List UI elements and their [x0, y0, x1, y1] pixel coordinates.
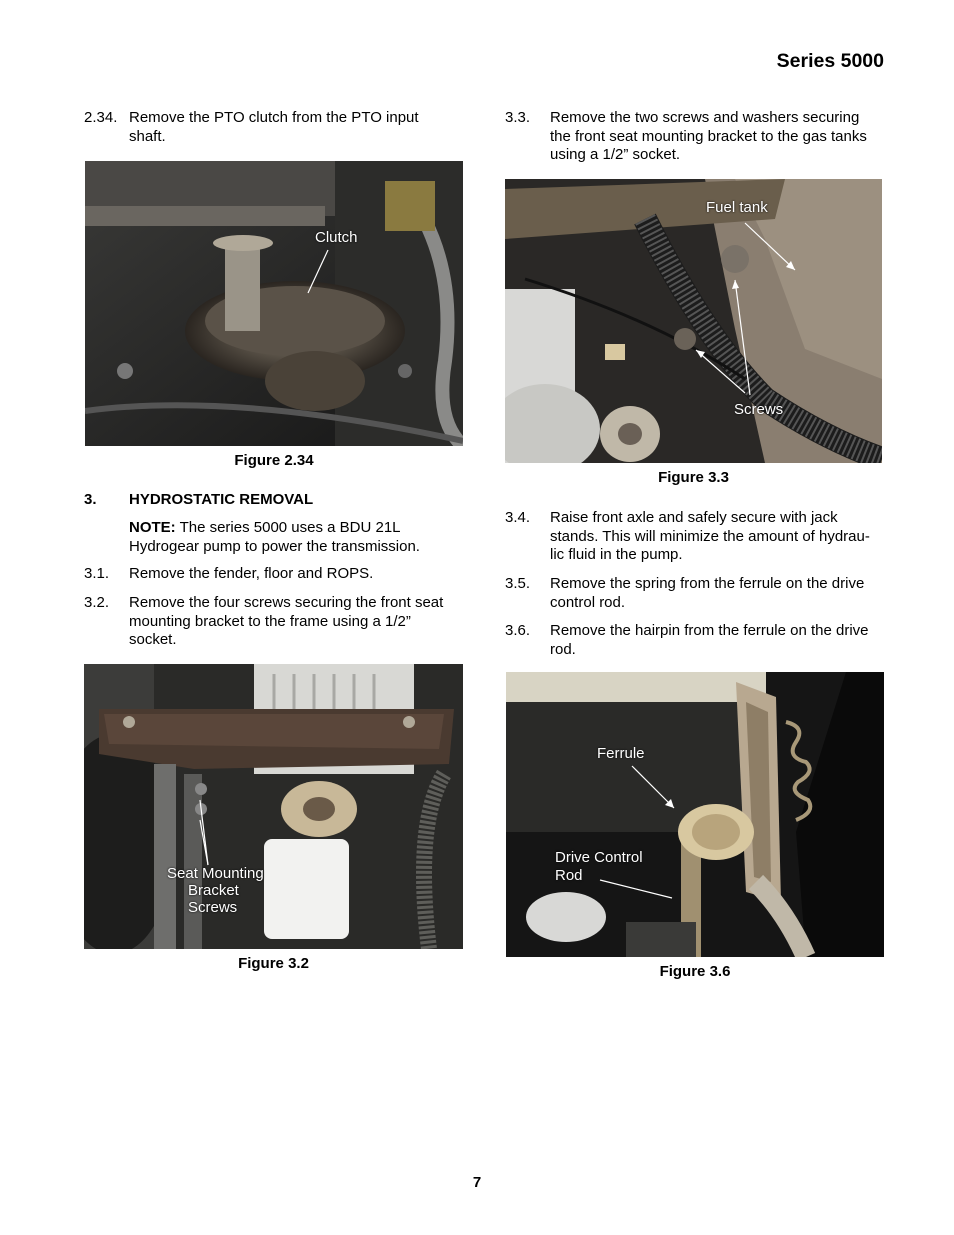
step-3-5 — [505, 574, 895, 614]
step-3-2 — [84, 593, 474, 651]
step-text-line: mounting bracket to the frame using a 1/2” — [129, 613, 411, 630]
step-3-3 — [505, 108, 895, 166]
callout-line — [598, 876, 678, 902]
step-text-line: Remove the spring from the ferrule on the drive — [550, 575, 865, 592]
step-text-line: Remove the two screws and washers securing — [550, 109, 860, 126]
step-number: 3.2. — [84, 594, 110, 611]
step-text-line: control rod. — [550, 594, 626, 611]
step-number: 3.1. — [84, 565, 110, 582]
step-text-line: Remove the PTO clutch from the PTO input — [129, 109, 419, 126]
figure-label-screws: Screws — [734, 401, 784, 418]
page-number: 7 — [472, 1174, 482, 1191]
step-text-line: stands. This will minimize the amount of hydrau- — [550, 528, 870, 545]
page-header-title: Series 5000 — [776, 50, 884, 72]
step-3-6 — [505, 621, 895, 661]
section-title: HYDROSTATIC REMOVAL — [129, 491, 314, 508]
figure-3-2-photo — [84, 664, 463, 949]
figure-label-fuel-tank: Fuel tank — [706, 199, 768, 216]
step-text-line: Remove the fender, floor and ROPS. — [129, 565, 374, 582]
figure-label-ferrule: Ferrule — [597, 745, 645, 762]
step-number: 3.3. — [505, 109, 531, 126]
step-text-line: using a 1/2” socket. — [550, 146, 681, 163]
figure-label-screws: Screws — [188, 899, 238, 916]
figure-2-34-photo — [85, 161, 463, 446]
callout-lines — [690, 215, 800, 405]
section-number: 3. — [84, 491, 97, 508]
callout-line — [628, 762, 678, 812]
step-text-line: socket. — [129, 631, 177, 648]
figure-label-clutch: Clutch — [315, 229, 358, 246]
figure-caption: Figure 3.2 — [238, 955, 309, 972]
step-number: 3.6. — [505, 622, 531, 639]
step-3-4 — [505, 508, 895, 566]
figure-caption: Figure 2.34 — [234, 452, 314, 469]
note-label: NOTE: — [129, 519, 176, 536]
step-text-line: rod. — [550, 641, 576, 658]
step-number: 3.5. — [505, 575, 531, 592]
step-text-line: Remove the four screws securing the front seat — [129, 594, 444, 611]
step-text-line: Remove the hairpin from the ferrule on the drive — [550, 622, 869, 639]
figure-label-bracket: Bracket — [188, 882, 239, 899]
section-heading — [84, 490, 474, 510]
step-text-line: shaft. — [129, 128, 166, 145]
step-2-34 — [84, 108, 474, 148]
figure-label-drive-control: Drive Control — [555, 849, 643, 866]
note-text: Hydrogear pump to power the transmission. — [129, 538, 420, 555]
figure-caption: Figure 3.6 — [659, 963, 731, 980]
step-text-line: the front seat mounting bracket to the gas tanks — [550, 128, 867, 145]
figure-caption: Figure 3.3 — [658, 469, 729, 486]
note-block — [84, 518, 474, 558]
step-number: 3.4. — [505, 509, 531, 526]
step-text-line: Raise front axle and safely secure with jack — [550, 509, 838, 526]
figure-label-rod: Rod — [555, 867, 583, 884]
step-3-1 — [84, 564, 474, 584]
callout-lines — [190, 780, 220, 870]
callout-line — [300, 248, 340, 298]
step-text-line: lic fluid in the pump. — [550, 546, 683, 563]
figure-label-seat-mounting: Seat Mounting — [167, 865, 264, 882]
note-text: The series 5000 uses a BDU 21L — [175, 519, 401, 536]
figure-3-6-photo — [506, 672, 884, 957]
step-number: 2.34. — [84, 109, 118, 126]
